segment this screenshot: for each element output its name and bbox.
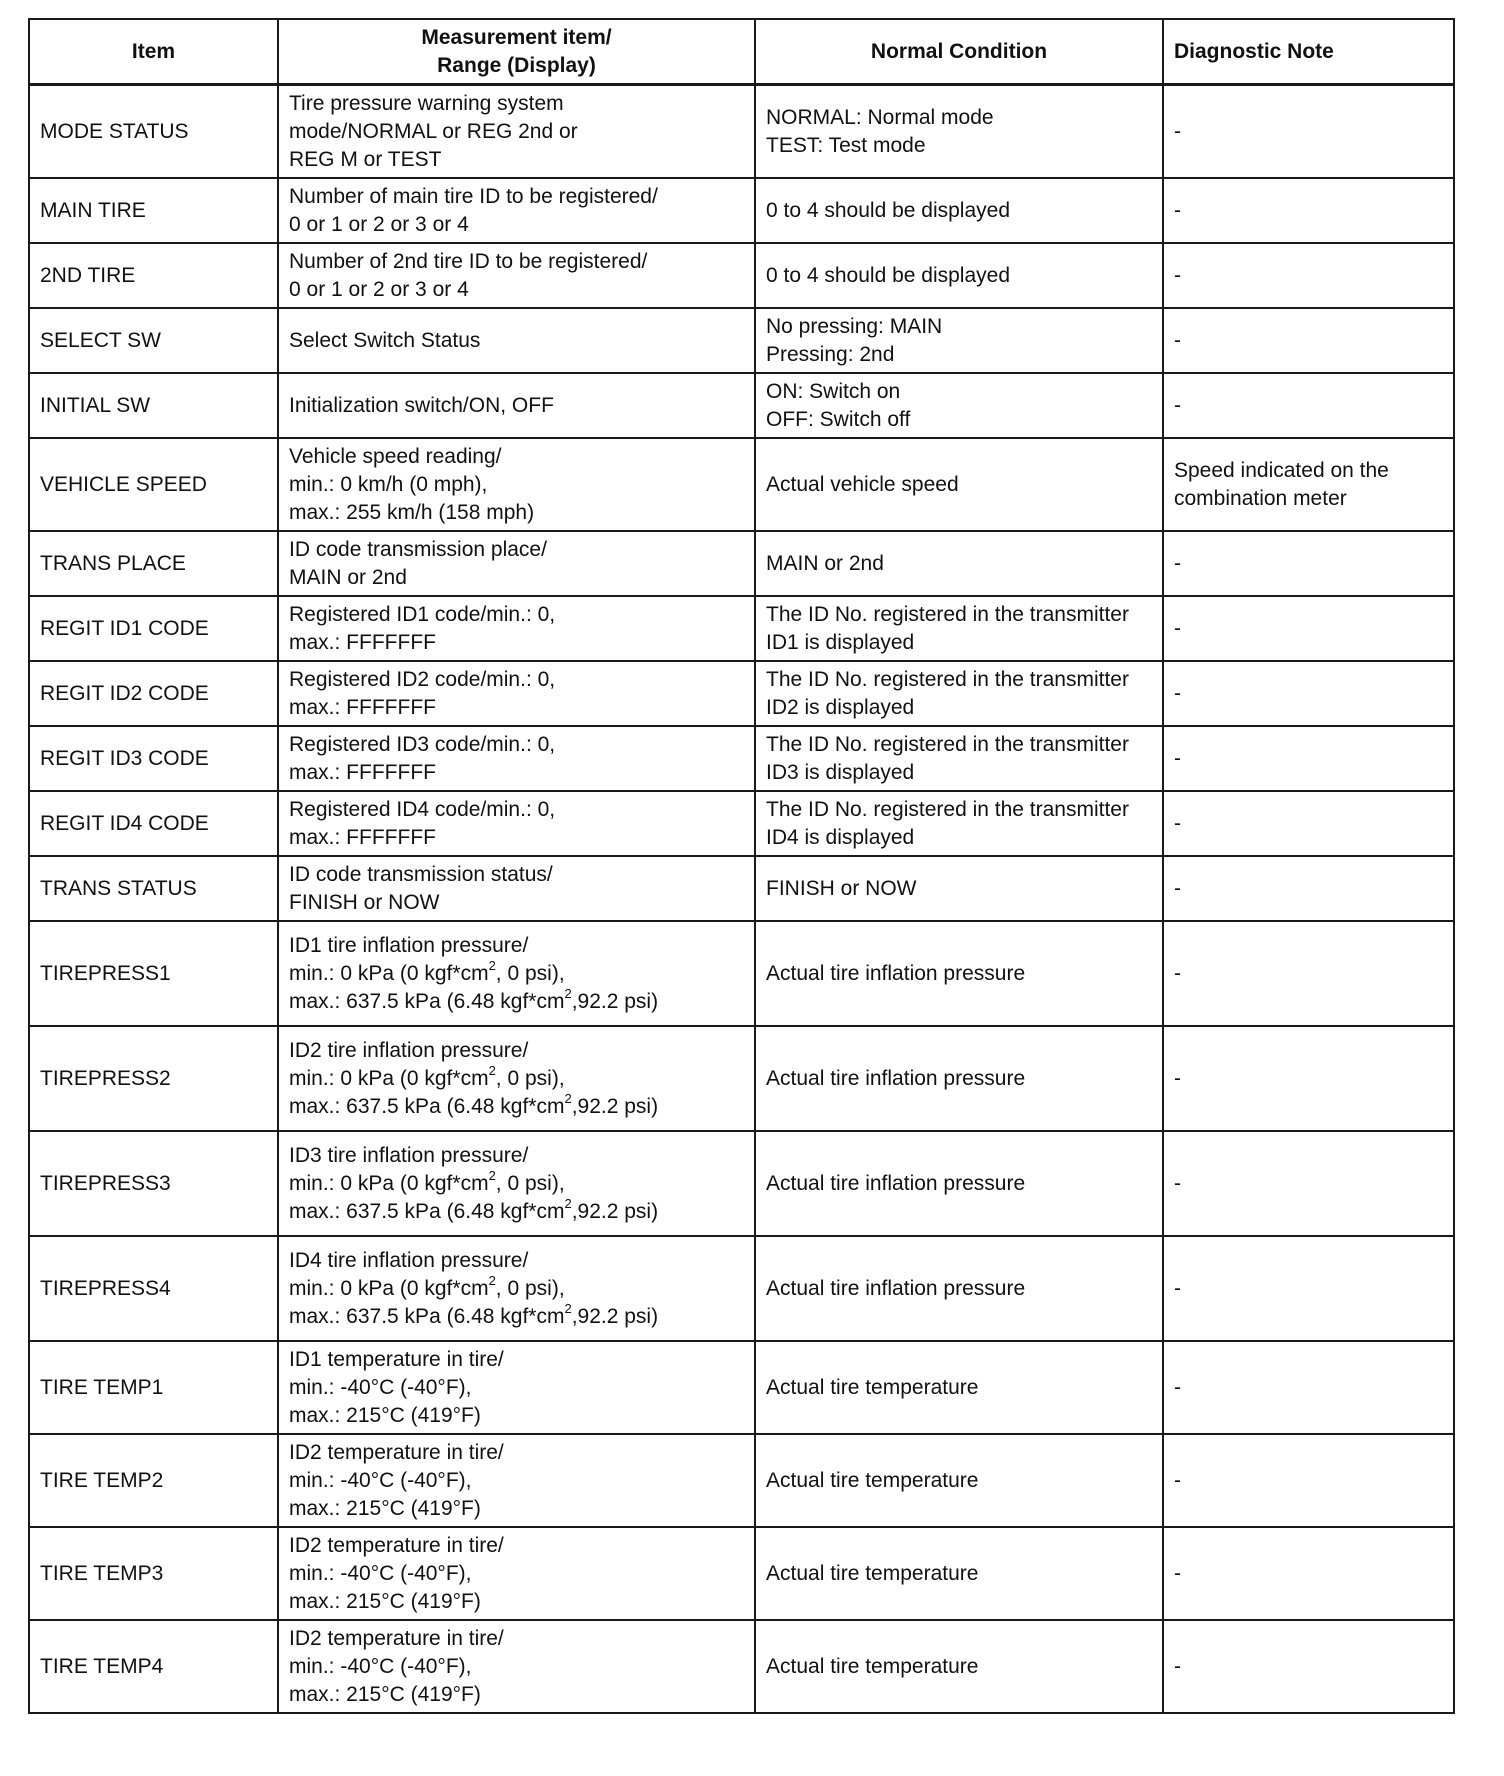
superscript: 2 [488,957,496,973]
diagnostic-note-cell: Speed indicated on the combination meter [1163,438,1454,531]
table-row [29,308,1454,373]
normal-condition-cell: The ID No. registered in the transmitter ID2 is displayed [755,661,1163,726]
normal-condition-cell: Actual tire inflation pressure [755,1026,1163,1131]
measurement-line: min.: 0 kPa (0 kgf*cm [289,1171,489,1195]
measurement-line: , 0 psi), [495,961,565,985]
measurement-cell: ID2 temperature in tire/ min.: -40°C (-40°F), max.: 215°C (419°F) [278,1434,755,1527]
measurement-cell: ID code transmission status/ FINISH or NOW [278,856,755,921]
table-row [29,178,1454,243]
diagnostic-note-cell: - [1163,1434,1454,1527]
measurement-cell: Tire pressure warning system mode/NORMAL or REG 2nd or REG M or TEST [278,85,755,179]
measurement-line: min.: 0 kPa (0 kgf*cm [289,1066,489,1090]
measurement-line: , 0 psi), [495,1171,565,1195]
item-cell: TRANS PLACE [29,531,278,596]
superscript: 2 [564,1195,572,1211]
measurement-cell: ID code transmission place/ MAIN or 2nd [278,531,755,596]
item-cell: 2ND TIRE [29,243,278,308]
measurement-cell [278,1131,755,1236]
normal-condition-cell: The ID No. registered in the transmitter ID3 is displayed [755,726,1163,791]
normal-condition-cell: Actual vehicle speed [755,438,1163,531]
measurement-cell [278,1026,755,1131]
item-cell: TIREPRESS3 [29,1131,278,1236]
table-row [29,243,1454,308]
table-body [29,85,1454,1714]
item-cell: TIRE TEMP4 [29,1620,278,1713]
table-row [29,1026,1454,1131]
normal-condition-cell: MAIN or 2nd [755,531,1163,596]
normal-condition-cell: Actual tire inflation pressure [755,1131,1163,1236]
diagnostic-note-cell: - [1163,1131,1454,1236]
item-cell: VEHICLE SPEED [29,438,278,531]
normal-condition-cell: Actual tire temperature [755,1527,1163,1620]
table-row [29,1236,1454,1341]
superscript: 2 [564,985,572,1001]
normal-condition-cell: The ID No. registered in the transmitter ID4 is displayed [755,791,1163,856]
measurement-line: ID2 tire inflation pressure/ [289,1038,529,1062]
normal-condition-cell: 0 to 4 should be displayed [755,178,1163,243]
measurement-cell: ID2 temperature in tire/ min.: -40°C (-40°F), max.: 215°C (419°F) [278,1620,755,1713]
table-row [29,661,1454,726]
header-row [29,19,1454,85]
diagnostic-note-cell: - [1163,308,1454,373]
table-row [29,1527,1454,1620]
measurement-line: ,92.2 psi) [571,989,659,1013]
measurement-cell: Registered ID4 code/min.: 0, max.: FFFFFFF [278,791,755,856]
measurement-cell: Initialization switch/ON, OFF [278,373,755,438]
normal-condition-cell: ON: Switch on OFF: Switch off [755,373,1163,438]
diagnostic-note-cell: - [1163,373,1454,438]
diagnostic-note-cell: - [1163,856,1454,921]
diagnostic-note-cell: - [1163,243,1454,308]
measurement-cell: Vehicle speed reading/ min.: 0 km/h (0 mph), max.: 255 km/h (158 mph) [278,438,755,531]
diagnostic-note-cell: - [1163,1236,1454,1341]
diagnostic-note-cell: - [1163,531,1454,596]
diagnostic-note-cell: - [1163,726,1454,791]
item-cell: TIRE TEMP2 [29,1434,278,1527]
item-cell: TRANS STATUS [29,856,278,921]
measurement-line: ,92.2 psi) [571,1094,659,1118]
item-cell: MODE STATUS [29,85,278,179]
measurement-cell: Registered ID1 code/min.: 0, max.: FFFFFFF [278,596,755,661]
normal-condition-cell: Actual tire inflation pressure [755,921,1163,1026]
measurement-line: min.: 0 kPa (0 kgf*cm [289,961,489,985]
measurement-cell: Select Switch Status [278,308,755,373]
table-row [29,1434,1454,1527]
measurement-line: max.: 637.5 kPa (6.48 kgf*cm [289,1304,565,1328]
measurement-cell [278,921,755,1026]
measurement-line: ,92.2 psi) [571,1304,659,1328]
item-cell: TIREPRESS4 [29,1236,278,1341]
normal-condition-cell: No pressing: MAIN Pressing: 2nd [755,308,1163,373]
diagnostic-note-cell: - [1163,1026,1454,1131]
diagnostic-note-cell: - [1163,661,1454,726]
normal-condition-cell: FINISH or NOW [755,856,1163,921]
measurement-cell: Number of main tire ID to be registered/ 0 or 1 or 2 or 3 or 4 [278,178,755,243]
item-cell: MAIN TIRE [29,178,278,243]
item-cell: REGIT ID2 CODE [29,661,278,726]
table-row [29,438,1454,531]
item-cell: REGIT ID4 CODE [29,791,278,856]
measurement-line: , 0 psi), [495,1066,565,1090]
table-row [29,373,1454,438]
superscript: 2 [488,1062,496,1078]
diagnostic-note-cell: - [1163,921,1454,1026]
diagnostic-note-cell: - [1163,178,1454,243]
superscript: 2 [564,1300,572,1316]
header-diagnostic-note: Diagnostic Note [1163,19,1454,85]
table-row [29,85,1454,179]
superscript: 2 [488,1167,496,1183]
diagnostic-note-cell: - [1163,596,1454,661]
item-cell: TIRE TEMP1 [29,1341,278,1434]
table-row [29,921,1454,1026]
measurement-line: ID4 tire inflation pressure/ [289,1248,529,1272]
header-normal-condition: Normal Condition [755,19,1163,85]
measurement-cell: ID1 temperature in tire/ min.: -40°C (-40°F), max.: 215°C (419°F) [278,1341,755,1434]
measurement-cell: Number of 2nd tire ID to be registered/ 0 or 1 or 2 or 3 or 4 [278,243,755,308]
measurement-cell: ID2 temperature in tire/ min.: -40°C (-40°F), max.: 215°C (419°F) [278,1527,755,1620]
measurement-line: max.: 637.5 kPa (6.48 kgf*cm [289,989,565,1013]
table-header [29,19,1454,85]
normal-condition-cell: Actual tire temperature [755,1620,1163,1713]
measurement-cell: Registered ID2 code/min.: 0, max.: FFFFFFF [278,661,755,726]
diagnostic-note-cell: - [1163,1527,1454,1620]
item-cell: SELECT SW [29,308,278,373]
item-cell: TIREPRESS1 [29,921,278,1026]
table-row [29,791,1454,856]
data-list-sheet [28,18,1453,1714]
item-cell: TIRE TEMP3 [29,1527,278,1620]
table-row [29,1131,1454,1236]
measurement-line: , 0 psi), [495,1276,565,1300]
normal-condition-cell: Actual tire inflation pressure [755,1236,1163,1341]
data-list-table [28,18,1455,1714]
normal-condition-cell: NORMAL: Normal mode TEST: Test mode [755,85,1163,179]
table-row [29,1341,1454,1434]
table-row [29,726,1454,791]
header-measurement: Measurement item/ Range (Display) [278,19,755,85]
measurement-line: max.: 637.5 kPa (6.48 kgf*cm [289,1094,565,1118]
table-row [29,856,1454,921]
measurement-line: min.: 0 kPa (0 kgf*cm [289,1276,489,1300]
measurement-line: ,92.2 psi) [571,1199,659,1223]
table-row [29,596,1454,661]
header-item: Item [29,19,278,85]
table-row [29,1620,1454,1713]
diagnostic-note-cell: - [1163,1341,1454,1434]
superscript: 2 [488,1272,496,1288]
diagnostic-note-cell: - [1163,1620,1454,1713]
measurement-line: ID3 tire inflation pressure/ [289,1143,529,1167]
measurement-line: ID1 tire inflation pressure/ [289,933,529,957]
measurement-cell [278,1236,755,1341]
item-cell: TIREPRESS2 [29,1026,278,1131]
item-cell: INITIAL SW [29,373,278,438]
diagnostic-note-cell: - [1163,85,1454,179]
measurement-cell: Registered ID3 code/min.: 0, max.: FFFFFFF [278,726,755,791]
normal-condition-cell: Actual tire temperature [755,1341,1163,1434]
normal-condition-cell: 0 to 4 should be displayed [755,243,1163,308]
table-row [29,531,1454,596]
item-cell: REGIT ID1 CODE [29,596,278,661]
normal-condition-cell: The ID No. registered in the transmitter ID1 is displayed [755,596,1163,661]
measurement-line: max.: 637.5 kPa (6.48 kgf*cm [289,1199,565,1223]
superscript: 2 [564,1090,572,1106]
diagnostic-note-cell: - [1163,791,1454,856]
item-cell: REGIT ID3 CODE [29,726,278,791]
normal-condition-cell: Actual tire temperature [755,1434,1163,1527]
